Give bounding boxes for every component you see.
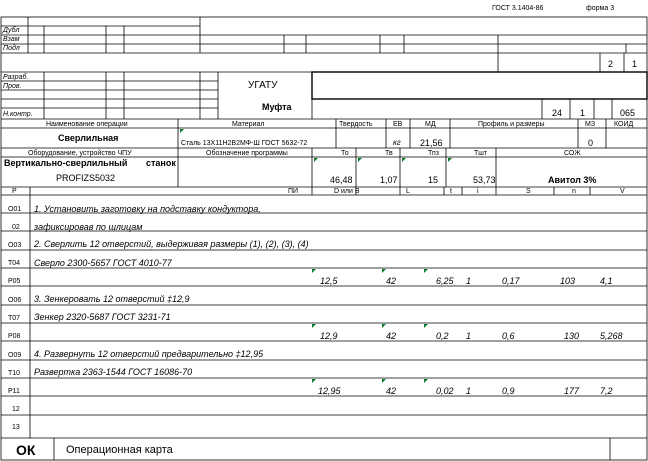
row-text: зафиксировав по шлицам: [34, 222, 143, 232]
input-marker: [382, 379, 386, 383]
tpz-header: Тпз: [428, 150, 439, 157]
cell-v: 4,1: [600, 276, 613, 286]
sheet-number: 1: [632, 59, 638, 69]
cell-d: 12,9: [320, 331, 338, 341]
dubl-label: Дубл: [3, 27, 20, 34]
row-code: Р08: [8, 333, 21, 340]
koid-header: КОИД: [614, 121, 634, 128]
nkontr-label: Н.контр.: [3, 111, 33, 118]
row-code: О03: [8, 242, 22, 249]
profile-header: Профиль и размеры: [478, 121, 545, 128]
hardness-header: Твердость: [339, 121, 373, 128]
doc-code-3: 065: [620, 108, 636, 118]
op-name-value: Сверлильная: [58, 133, 119, 143]
col-i: i: [477, 188, 479, 195]
col-d: D или В: [334, 188, 360, 195]
col-v: V: [620, 188, 625, 195]
col-n: n: [572, 188, 576, 195]
row-code: О01: [8, 206, 22, 213]
prov-label: Пров.: [3, 83, 22, 90]
doc-title: Операционная карта: [66, 444, 173, 456]
col-pi: ПИ: [288, 188, 299, 195]
row-code: О09: [8, 352, 22, 359]
doc-code-2: 1: [580, 108, 586, 118]
cell-t: 0,02: [436, 386, 454, 396]
coolant-header: СОЖ: [564, 150, 581, 157]
tv-header: Тв: [385, 150, 393, 157]
to-value: 46,48: [330, 175, 353, 185]
row-code: Р11: [8, 388, 20, 395]
cell-l: 42: [386, 276, 397, 286]
input-marker: [448, 158, 452, 162]
razrab-label: Разраб.: [3, 74, 29, 81]
input-marker: [312, 324, 316, 328]
cell-n: 103: [560, 276, 576, 286]
row-text: Сверло 2300-5657 ГОСТ 4010-77: [34, 258, 172, 268]
cell-d: 12,95: [318, 386, 341, 396]
row-text: 1. Установить заготовку на подставку кондуктора,: [34, 204, 261, 214]
input-marker: [402, 158, 406, 162]
doc-type-code: ОК: [16, 442, 36, 458]
mz-value: 0: [588, 138, 594, 148]
tsht-value: 53,73: [473, 175, 496, 185]
input-marker: [314, 158, 318, 162]
to-header: То: [341, 150, 349, 157]
podl-label: Подл: [3, 45, 20, 52]
row-code: Т07: [8, 315, 21, 322]
cell-d: 12,5: [320, 276, 338, 286]
input-marker: [312, 269, 316, 273]
md-value: 21,56: [420, 138, 443, 148]
md-header: МД: [425, 121, 436, 128]
col-s: S: [526, 188, 531, 195]
cell-v: 5,268: [600, 331, 623, 341]
input-marker: [382, 269, 386, 273]
row-code: О06: [8, 297, 22, 304]
cell-s: 0,17: [502, 276, 520, 286]
row-code: Р05: [8, 278, 21, 285]
input-marker: [312, 379, 316, 383]
cell-i: 1: [466, 331, 472, 341]
row-text: 2. Сверлить 12 отверстий, выдерживая размеры (1), (2), (3), (4): [34, 239, 309, 249]
row-code: 02: [12, 224, 20, 231]
col-l: L: [406, 188, 410, 195]
ev-value: кг: [393, 138, 401, 147]
equipment-line-2: станок: [146, 158, 176, 168]
input-marker: [358, 158, 362, 162]
input-marker: [424, 269, 428, 273]
cell-l: 42: [386, 386, 397, 396]
doc-code-1: 24: [552, 108, 563, 118]
tsht-header: Тшт: [474, 150, 488, 157]
cell-i: 1: [466, 386, 472, 396]
tv-value: 1,07: [380, 175, 398, 185]
cell-t: 0,2: [436, 331, 449, 341]
cell-s: 0,9: [502, 386, 515, 396]
cell-n: 130: [564, 331, 580, 341]
col-p: Р: [12, 188, 17, 195]
cell-s: 0,6: [502, 331, 515, 341]
material-value: Сталь 13Х11Н2В2МФ-Ш ГОСТ 5632-72: [181, 140, 308, 147]
vzam-label: Взам: [3, 36, 20, 43]
gost-label: ГОСТ 3.1404-86: [492, 5, 544, 12]
program-header: Обозначение программы: [206, 150, 288, 157]
equipment-line-1: Вертикально-сверлильный: [4, 158, 128, 168]
row-text: 3. Зенкеровать 12 отверстий ‡12,9: [34, 294, 190, 304]
row-text: Зенкер 2320-5687 ГОСТ 3231-71: [34, 312, 171, 322]
row-code: Т04: [8, 260, 21, 267]
form-label: форма 3: [586, 5, 615, 12]
sheets-total: 2: [608, 59, 614, 69]
row-text: 4. Развернуть 12 отверстий предварительно ‡12,95: [34, 349, 264, 359]
part-name: Муфта: [262, 102, 292, 112]
op-name-header: Наименование операции: [46, 121, 128, 128]
row-code: 13: [12, 424, 20, 431]
cell-i: 1: [466, 276, 472, 286]
input-marker: [382, 324, 386, 328]
input-marker: [424, 379, 428, 383]
cell-t: 6,25: [436, 276, 454, 286]
material-header: Материал: [232, 121, 265, 128]
row-code: Т10: [8, 370, 21, 377]
row-text: Развертка 2363-1544 ГОСТ 16086-70: [34, 367, 193, 377]
ev-header: ЕВ: [393, 121, 403, 128]
col-t: t: [450, 188, 452, 195]
coolant-value: Авитол 3%: [548, 175, 597, 185]
input-marker: [424, 324, 428, 328]
mz-header: МЗ: [585, 121, 596, 128]
input-marker: [180, 129, 184, 133]
cell-l: 42: [386, 331, 397, 341]
equipment-line-3: PROFIZS5032: [56, 173, 116, 183]
tpz-value: 15: [428, 175, 439, 185]
row-code: 12: [12, 406, 20, 413]
equipment-header: Оборудование, устройство ЧПУ: [28, 150, 132, 157]
cell-n: 177: [564, 386, 580, 396]
cell-v: 7,2: [600, 386, 613, 396]
org-name: УГАТУ: [248, 80, 278, 91]
